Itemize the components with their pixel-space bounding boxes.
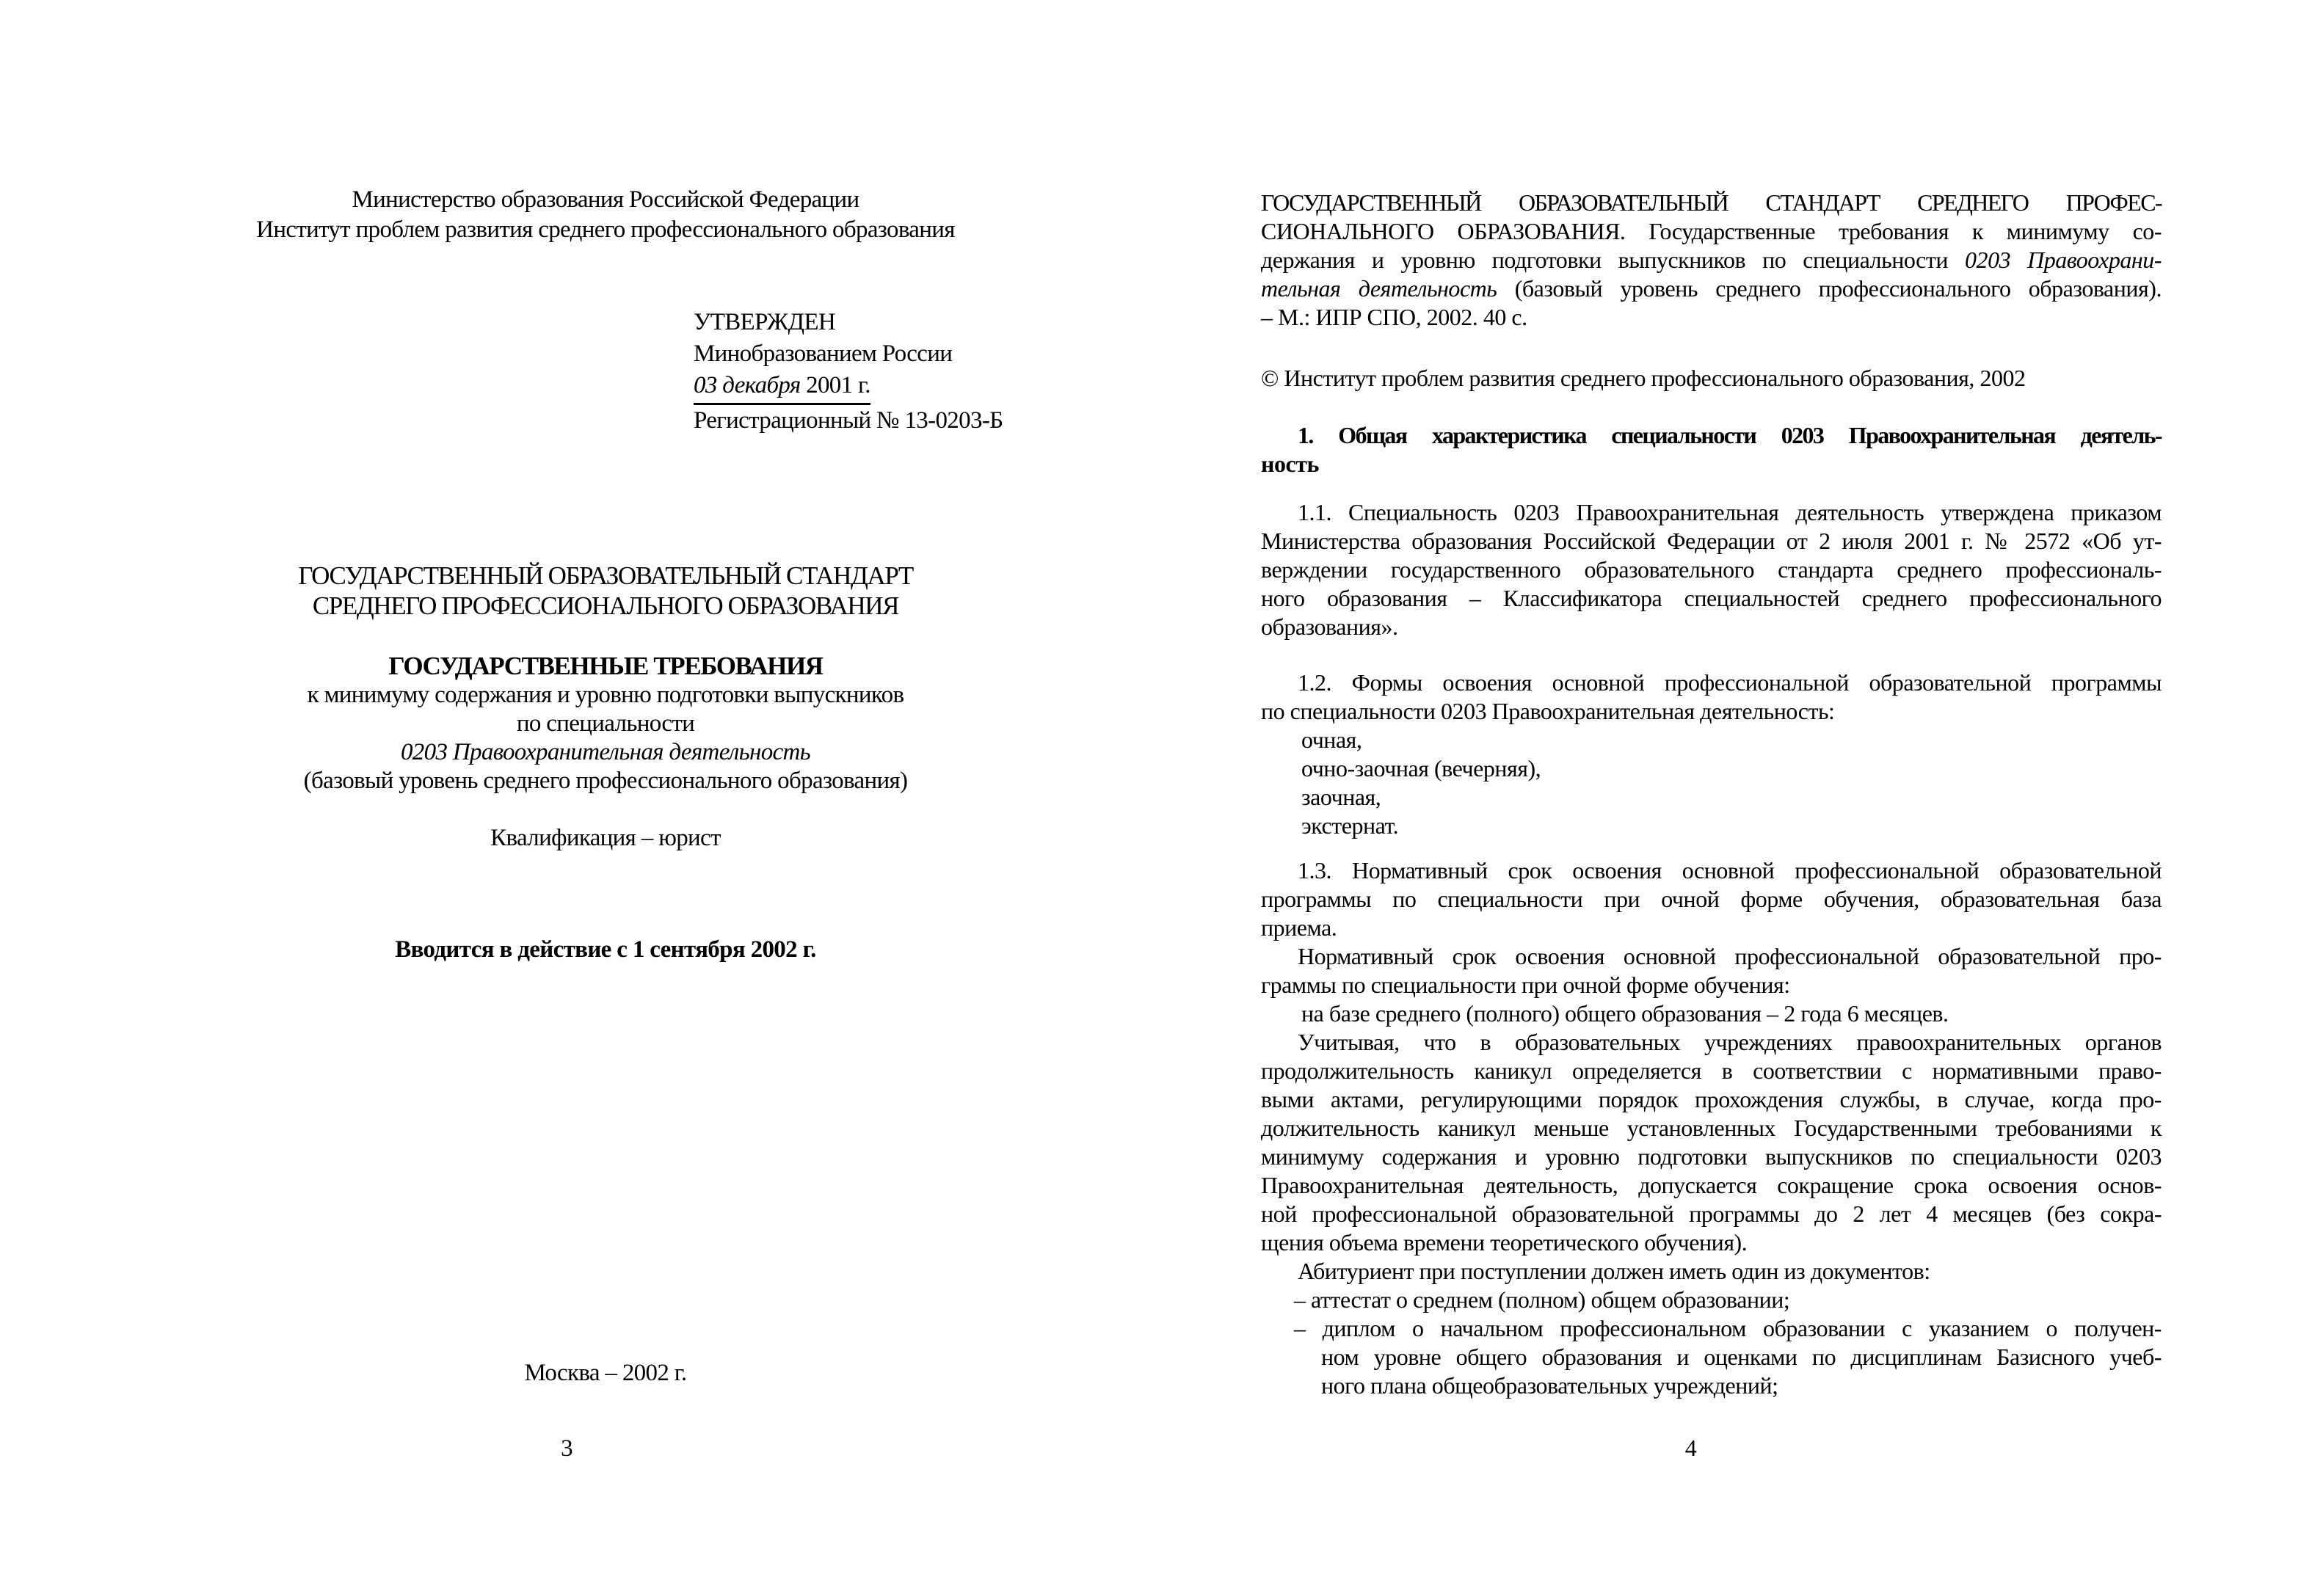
p13-line-3: приема. [1261,914,1337,941]
approved-label: УТВЕРЖДЕН [694,309,836,335]
document-list-item: – аттестат о среднем (полном) общем образовании; [1294,1286,1790,1313]
content-page [1261,0,2162,1596]
copyright-block [1261,364,2162,393]
education-level-line: (базовый уровень среднего профессионального образования) [303,768,908,794]
approval-date-underlined [694,370,870,405]
p11-line-4: ного образования – Классификатора специальностей среднего профессионального [1261,585,2162,611]
page-number-left: 3 [561,1435,572,1462]
p13-line-11: минимуму содержания и уровню подготовки выпускников по специальности 0203 [1261,1143,2162,1170]
requirements-sub-line-1: к минимуму содержания и уровню подготовки выпускников [307,682,904,708]
document-title [220,561,991,621]
copyright-line: © Институт проблем развития среднего профессионального образования, 2002 [1261,365,2026,391]
title-line-1: ГОСУДАРСТВЕННЫЙ ОБРАЗОВАТЕЛЬНЫЙ СТАНДАРТ [298,561,913,590]
requirements-title [220,651,991,681]
p12-line-2: по специальности 0203 Правоохранительная деятельность: [1261,698,1835,724]
approval-date-year: 2001 г. [800,372,870,398]
p13-line-13: ной профессиональной образовательной программы до 2 лет 4 месяцев (без сокра- [1261,1200,2162,1227]
document-list-item-continuation: ного плана общеобразовательных учреждений; [1321,1372,1778,1399]
bib-line-4 [1261,274,2162,303]
requirements-subtitle [220,681,991,795]
qualification-block [220,823,991,853]
p13-line-12: Правоохранительная деятельность, допускается сокращение срока освоения основ- [1261,1172,2162,1198]
approved-by-line: Минобразованием России [694,340,953,367]
requirements-sub-line-2: по специальности [516,710,695,737]
page-number-right: 4 [1684,1435,1697,1461]
p13-line-4: Нормативный срок освоения основной профессиональной образовательной про- [1298,943,2162,969]
approval-date-line [694,370,991,405]
imprint-block [220,1358,991,1388]
bib-line-2: СИОНАЛЬНОГО ОБРАЗОВАНИЯ. Государственные требования к минимуму со- [1261,218,2162,244]
p13-line-1: 1.3. Нормативный срок освоения основной профессиональной образовательной [1298,857,2162,883]
institute-line: Институт проблем развития среднего профессионального образования [256,216,955,243]
paragraph-1-2 [1261,668,2162,840]
page-number-right-block [1240,1434,2141,1462]
ministry-line: Министерство образования Российской Федерации [352,186,859,213]
effective-date-block [220,935,991,965]
bibliographic-record [1261,189,2162,332]
title-line-2: СРЕДНЕГО ПРОФЕССИОНАЛЬНОГО ОБРАЗОВАНИЯ [312,591,899,620]
bib-line-3-specialty-italic: 0203 Правоохрани- [1965,247,2162,273]
p11-line-5: образования». [1261,613,1398,640]
bib-line-5: – М.: ИПР СПО, 2002. 40 с. [1261,304,1527,330]
document-list-item-continuation: ном уровне общего образования и оценками по дисциплинам Базисного учеб- [1321,1344,2162,1370]
p13-line-14: щения объема времени теоретического обучения). [1261,1229,1748,1256]
p13-line-10: должительность каникул меньше установленных Государственными требованиями к [1261,1115,2162,1141]
study-form-item: заочная, [1301,784,1381,810]
bib-line-4-specialty-italic: тельная деятельность [1261,275,1497,302]
document-list-item: – диплом о начальном профессиональном образовании с указанием о получен- [1294,1315,2162,1341]
bib-line-3 [1261,246,2162,274]
approval-stamp [694,307,1003,437]
title-page [220,0,1003,1596]
bib-line-1: ГОСУДАРСТВЕННЫЙ ОБРАЗОВАТЕЛЬНЫЙ СТАНДАРТ СРЕДНЕГО ПРОФЕС- [1261,189,2162,216]
p13-line-6: на базе среднего (полного) общего образования – 2 года 6 месяцев. [1301,1000,1949,1027]
p13-line-2: программы по специальности при очной форме обучения, образовательная база [1261,886,2162,912]
paragraph-1-1 [1261,498,2162,641]
section-1-heading-line-1: 1. Общая характеристика специальности 0203 Правоохранительная деятель- [1298,422,2162,448]
requirements-title-line: ГОСУДАРСТВЕННЫЕ ТРЕБОВАНИЯ [388,652,823,680]
paragraph-1-3 [1261,856,2162,1400]
p12-line-1: 1.2. Формы освоения основной профессиональной образовательной программы [1298,669,2162,696]
bib-line-3-text: держания и уровню подготовки выпускников по специальности [1261,247,1966,273]
effective-date-line: Вводится в действие с 1 сентября 2002 г. [395,936,816,963]
p13-line-15: Абитуриент при поступлении должен иметь один из документов: [1298,1258,1930,1284]
study-form-item: экстернат. [1301,812,1399,839]
approval-date-italic: 03 декабря [694,372,801,398]
city-year-line: Москва – 2002 г. [524,1360,687,1386]
p13-line-8: продолжительность каникул определяется в соответствии с нормативными право- [1261,1057,2162,1084]
p13-line-7: Учитывая, что в образовательных учреждениях правоохранительных органов [1298,1029,2162,1055]
qualification-line: Квалификация – юрист [490,825,721,851]
section-1-heading [1261,421,2162,478]
study-form-item: очно-заочная (вечерняя), [1301,755,1541,781]
issuing-organization [220,185,991,245]
section-1-heading-line-2: ность [1261,451,1319,477]
registration-number-line: Регистрационный № 13-0203-Б [694,407,1003,434]
page-number-left-block [181,1434,952,1464]
bib-line-4-text: (базовый уровень среднего профессионального образования). [1497,275,2162,302]
p11-line-3: верждении государственного образовательного стандарта среднего профессиональ- [1261,556,2162,583]
p11-line-2: Министерства образования Российской Федерации от 2 июля 2001 г. № 2572 «Об ут- [1261,528,2162,554]
p13-line-9: выми актами, регулирующими порядок прохождения службы, в случае, когда про- [1261,1086,2162,1112]
study-form-item: очная, [1301,726,1362,753]
p13-line-5: граммы по специальности при очной форме обучения: [1261,972,1790,998]
p11-line-1: 1.1. Специальность 0203 Правоохранительная деятельность утверждена приказом [1298,499,2162,525]
specialty-code-line: 0203 Правоохранительная деятельность [400,739,811,765]
